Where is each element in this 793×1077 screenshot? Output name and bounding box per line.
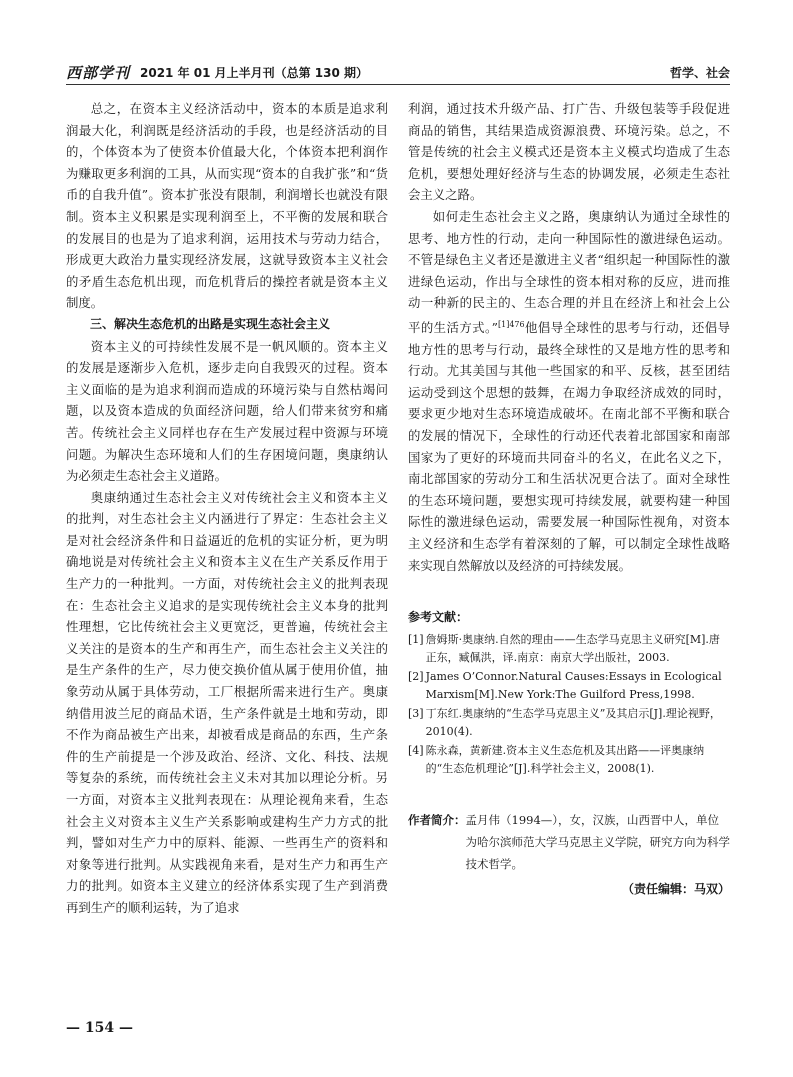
journal-logo: 西部学刊 (66, 64, 131, 82)
header-rule (66, 84, 730, 85)
reference-text: 詹姆斯·奥康纳.自然的理由——生态学马克思主义研究[M].唐正东，臧佩洪，译.南京：南京大学出版社，2003. (425, 632, 720, 665)
section-title: 哲学、社会 (669, 66, 730, 80)
author-label: 作者简介： (408, 812, 466, 827)
reference-number: [4] (408, 743, 424, 757)
citation-mark: [1]476 (498, 319, 525, 329)
paragraph-global-path (408, 206, 730, 576)
references-title: 参考文献： (408, 610, 469, 625)
issue-info: 2021 年 01 月上半月刊（总第 130 期） (140, 66, 369, 80)
reference-item (408, 631, 730, 668)
reference-text: James O’Connor.Natural Causes:Essays in Ecological Marxism[M].New York:The Guilford Press,1998. (425, 669, 722, 702)
paragraph-sustainability: 资本主义的可持续性发展不是一帆风顺的。资本主义的发展是逐渐步入危机，逐步走向自我毁灭的过程。资本主义面临的是为追求利润而造成的环境污染与自然枯竭问题，以及资本造成的负面经济问题，给人们带来贫穷和痛苦。传统社会主义同样也存在生产发展过程中资源与环境问题。为解决生态环境和人们的生存困境问题，奥康纳认为必须走生态社会主义道路。 (66, 338, 388, 484)
reference-item (408, 705, 730, 742)
author-bio (408, 809, 730, 875)
reference-item (408, 742, 730, 779)
reference-number: [2] (408, 669, 424, 683)
reference-number: [1] (408, 632, 424, 646)
page-header (66, 60, 730, 84)
page-number: — 154 — (66, 1020, 133, 1036)
paragraph-summary: 总之，在资本主义经济活动中，资本的本质是追求利润最大化，利润既是经济活动的手段，也是经济活动的目的，个体资本为了使资本价值最大化，个体资本把利润作为赚取更多利润的工具，从而实现“资本的自我扩张”和“货币的自我升值”。资本扩张没有限制，利润增长也就没有限制。资本主义积累是实现利润至上，不平衡的发展和联合的发展目的也是为了追求利润，运用技术与劳动力结合，形成更大政治力量实现经济发展，这就导致资本主义社会的矛盾生态危机出现，而危机背后的操控者就是资本主义制度。 (66, 101, 388, 311)
right-column (408, 98, 730, 900)
paragraph-oconnor-critique: 奥康纳通过生态社会主义对传统社会主义和资本主义的批判，对生态社会主义内涵进行了界定：生态社会主义是对社会经济条件和日益逼近的危机的实证分析，更为明确地说是对传统社会主义和资本主义在生产关系反作用于生产力的一种批判。一方面，对传统社会主义的批判表现在：生态社会主义追求的是实现传统社会主义本身的批判性理想，它比传统社会主义更宽泛，更普遍，传统社会主义关注的是资本的生产和再生产，而生态社会主义关注的是生产条件的生产，尽力使交换价值从属于使用价值，抽象劳动从属于具体劳动，工厂根据所需来进行生产。奥康纳借用波兰尼的商品术语，生产条件就是土地和劳动，即不作为商品被生产出来，却被看成是商品的东西，生产条件的生产前提是一个涉及政治、经济、文化、科技、法规等复杂的系统，而传统社会主义未对其加以理论分析。另一方面，对资本主义批判表现在：从理论视角来看，生态社会主义对资本主义生产关系影响或建构生产力方式的批判，譬如对生产力中的原料、能源、一些再生产的资料和对象等进行批判。从实践视角来看，是对生产力和再生产力的批判。如资本主义建立的经济体系实现了生产到消费再到生产的顺利运转，为了追求 (66, 489, 388, 915)
paragraph-rest: 他倡导全球性的思考与行动，还倡导地方性的思考与行动，最终全球性的又是地方性的思考和行动。尤其美国与其他一些国家的和平、反核，甚至团结运动受到这个思想的鼓舞，在竭力争取经济成效的同时，要求更少地对生态环境造成破坏。在南北部不平衡和联合的发展的情况下，全球性的行动还代表着北部国家和南部国家为了更好的环境而共同奋斗的名义，在此名义之下，南北部国家的劳动分工和生活状况更合法了。面对全球性的生态环境问题，要想实现可持续发展，就要构建一种国际性的激进绿色运动，需要发展一种国际性视角，对资本主义经济和生态学有着深刻的了解，可以制定全球性战略来实现自然解放以及经济的可持续发展。 (408, 320, 731, 573)
section-heading: 三、解决生态危机的出路是实现生态社会主义 (90, 316, 331, 331)
left-column (66, 98, 388, 919)
paragraph-continued: 利润，通过技术升级产品、打广告、升级包装等手段促进商品的销售，其结果造成资源浪费、环境污染。总之，不管是传统的社会主义模式还是资本主义模式均造成了生态危机，要想处理好经济与生态的协调发展，必须走生态社会主义之路。 (408, 101, 730, 203)
quote-text: 如何走生态社会主义之路，奥康纳认为通过全球性的思考、地方性的行动，走向一种国际性的激进绿色运动。不管是绿色主义者还是激进主义者“组织起一种国际性的激进绿色运动，作出与全球性的资本相对称的反应，进而推动一种新的民主的、生态合理的并且在经济上和社会上公平的生活方式。” (408, 208, 730, 336)
responsible-editor: （责任编辑：马双） (621, 881, 730, 896)
reference-text: 丁东红.奥康纳的“生态学马克思主义”及其启示[J].理论视野，2010(4). (425, 706, 721, 739)
reference-number: [3] (408, 706, 424, 720)
reference-text: 陈永森，黄新建.资本主义生态危机及其出路——评奥康纳的“生态危机理论”[J].科学社会主义，2008(1). (425, 743, 705, 776)
references (408, 608, 730, 779)
author-text: 孟月伟（1994—），女，汉族，山西晋中人，单位为哈尔滨师范大学马克思主义学院，研究方向为科学技术哲学。 (465, 812, 730, 871)
reference-item (408, 668, 730, 705)
